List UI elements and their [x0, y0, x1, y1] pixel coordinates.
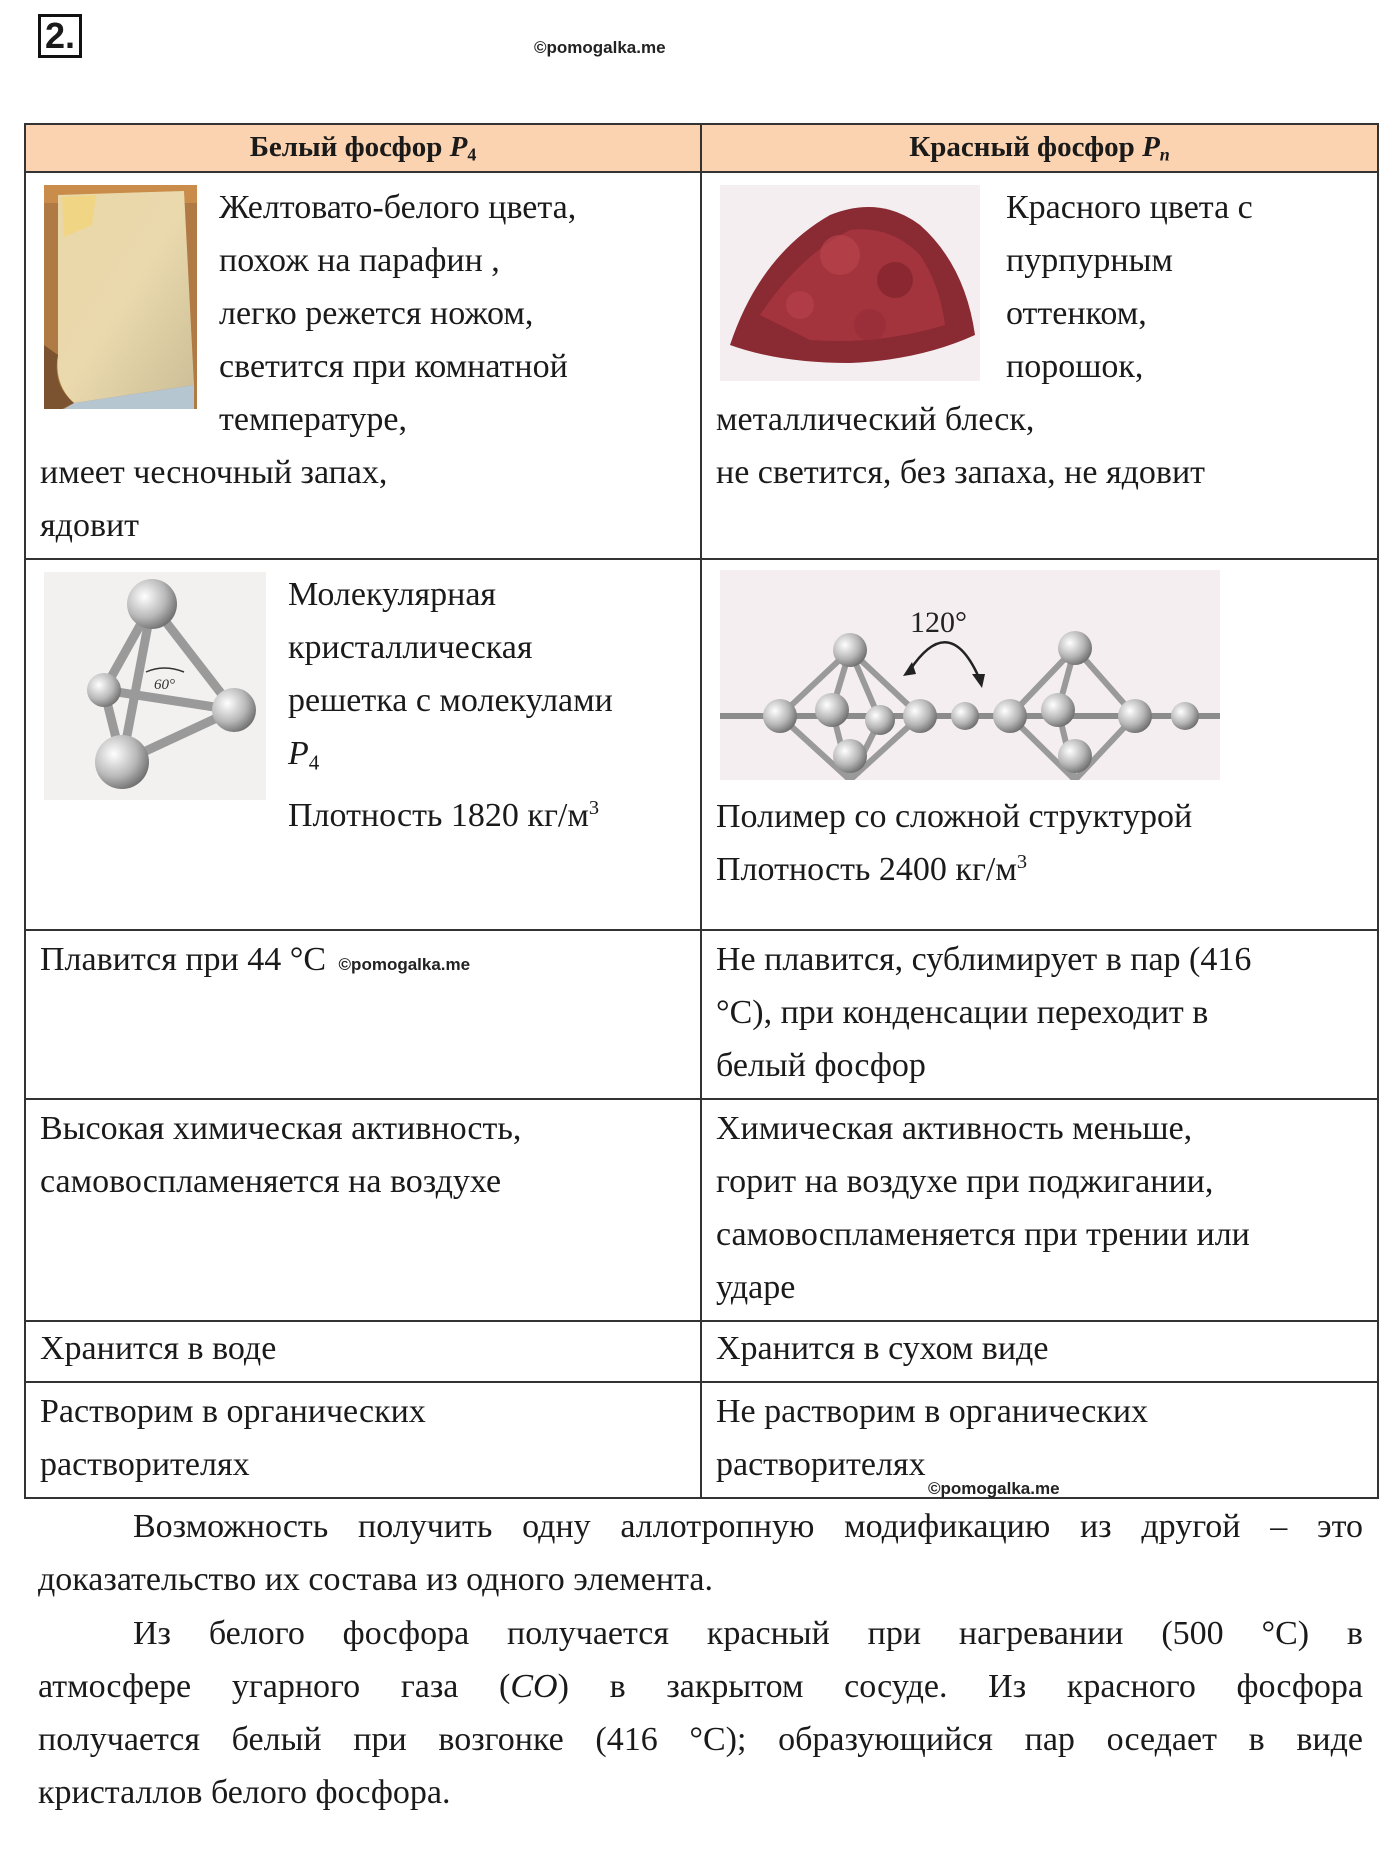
table-row-melting — [25, 930, 1378, 1099]
white-structure-line: решетка с молекулами — [288, 682, 613, 719]
white-appearance-line: ядовит — [40, 507, 140, 544]
red-appearance-line: Красного цвета с — [1006, 189, 1253, 226]
watermark-top: ©pomogalka.me — [534, 38, 666, 57]
red-phosphorus-photo — [720, 185, 980, 381]
white-activity-line: Высокая химическая активность, — [40, 1110, 522, 1147]
table-row-appearance — [25, 172, 1378, 559]
white-activity-line: самовоспламеняется на воздухе — [40, 1163, 502, 1200]
white-solubility-line: растворителях — [40, 1446, 250, 1483]
cell-white-storage — [25, 1321, 701, 1382]
paragraph-line: доказательство их состава из одного элемента. — [38, 1561, 713, 1598]
red-appearance-line: металлический блеск, — [716, 401, 1035, 438]
red-melting-line: Не плавится, сублимирует в пар (416 — [716, 941, 1252, 978]
red-phosphorus-polymer-diagram — [720, 570, 1220, 780]
watermark-bottom: ©pomogalka.me — [928, 1479, 1060, 1498]
angle-label-120: 120° — [910, 606, 967, 639]
comparison-table — [24, 123, 1379, 1499]
co-formula: CO — [510, 1668, 558, 1705]
white-melting-text: Плавится при 44 °С — [40, 941, 327, 978]
cell-white-appearance — [25, 172, 701, 559]
cell-white-structure — [25, 559, 701, 930]
paragraph-line: Возможность получить одну аллотропную модификацию из другой – это — [133, 1508, 1363, 1545]
cell-white-solubility — [25, 1382, 701, 1498]
red-storage-text: Хранится в сухом виде — [716, 1330, 1049, 1367]
red-activity-line: самовоспламеняется при трении или — [716, 1216, 1250, 1253]
red-melting-line: °С), при конденсации переходит в — [716, 994, 1209, 1031]
paragraph-line: атмосфере угарного газа (CO) в закрытом сосуде. Из красного фосфора — [38, 1668, 1363, 1705]
white-phosphorus-photo — [44, 185, 197, 409]
header-white-phosphorus: Белый фосфор $P_4$ — [25, 124, 701, 172]
red-appearance-line: оттенком, — [1006, 295, 1147, 332]
white-density: Плотность 1820 $кг/м^3$ — [288, 797, 600, 835]
p4-tetrahedron-diagram — [44, 572, 266, 800]
white-appearance-line: имеет чесночный запах, — [40, 454, 388, 491]
red-activity-line: горит на воздухе при поджигании, — [716, 1163, 1214, 1200]
white-storage-text: Хранится в воде — [40, 1330, 277, 1367]
paragraph-conversion — [38, 1607, 1363, 1819]
white-structure-line: Молекулярная — [288, 576, 497, 613]
red-activity-line: ударе — [716, 1269, 796, 1306]
red-activity-line: Химическая активность меньше, — [716, 1110, 1193, 1147]
white-structure-line: кристаллическая — [288, 629, 533, 666]
white-appearance-line: светится при комнатной — [219, 348, 568, 385]
white-appearance-line: легко режется ножом, — [219, 295, 534, 332]
table-row-storage — [25, 1321, 1378, 1382]
paragraph-line: Из белого фосфора получается красный при нагревании (500 °С) в — [133, 1615, 1363, 1652]
red-appearance-line: порошок, — [1006, 348, 1144, 385]
table-row-structure — [25, 559, 1378, 930]
white-appearance-line: температуре, — [219, 401, 407, 438]
task-number: 2. — [38, 14, 82, 58]
table-header-row — [25, 124, 1378, 172]
red-structure-line: Полимер со сложной структурой — [716, 798, 1193, 835]
paragraph-line: получается белый при возгонке (416 °С); образующийся пар оседает в виде — [38, 1721, 1363, 1758]
white-appearance-line: похож на парафин , — [219, 242, 500, 279]
red-solubility-line: Не растворим в органических — [716, 1393, 1149, 1430]
cell-white-activity — [25, 1099, 701, 1321]
cell-red-activity — [701, 1099, 1378, 1321]
red-melting-line: белый фосфор — [716, 1047, 926, 1084]
red-density: Плотность 2400 $кг/м^3$ — [716, 850, 1028, 888]
table-row-solubility — [25, 1382, 1378, 1498]
cell-red-storage — [701, 1321, 1378, 1382]
angle-label-60: 60° — [154, 677, 175, 693]
header-red-phosphorus: Красный фосфор $P_n$ — [701, 124, 1378, 172]
watermark-middle: ©pomogalka.me — [338, 955, 471, 974]
cell-red-structure — [701, 559, 1378, 930]
red-appearance-line: пурпурным — [1006, 242, 1173, 279]
table-row-activity — [25, 1099, 1378, 1321]
paragraph-line: кристаллов белого фосфора. — [38, 1774, 451, 1811]
cell-white-melting — [25, 930, 701, 1099]
cell-red-appearance — [701, 172, 1378, 559]
red-solubility-line: растворителях — [716, 1446, 926, 1483]
paragraph-allotropy — [38, 1500, 1363, 1606]
white-structure-formula: $P_4$ — [288, 735, 320, 775]
white-appearance-line: Желтовато-белого цвета, — [219, 189, 577, 226]
red-appearance-line: не светится, без запаха, не ядовит — [716, 454, 1205, 491]
cell-red-melting — [701, 930, 1378, 1099]
white-solubility-line: Растворим в органических — [40, 1393, 426, 1430]
